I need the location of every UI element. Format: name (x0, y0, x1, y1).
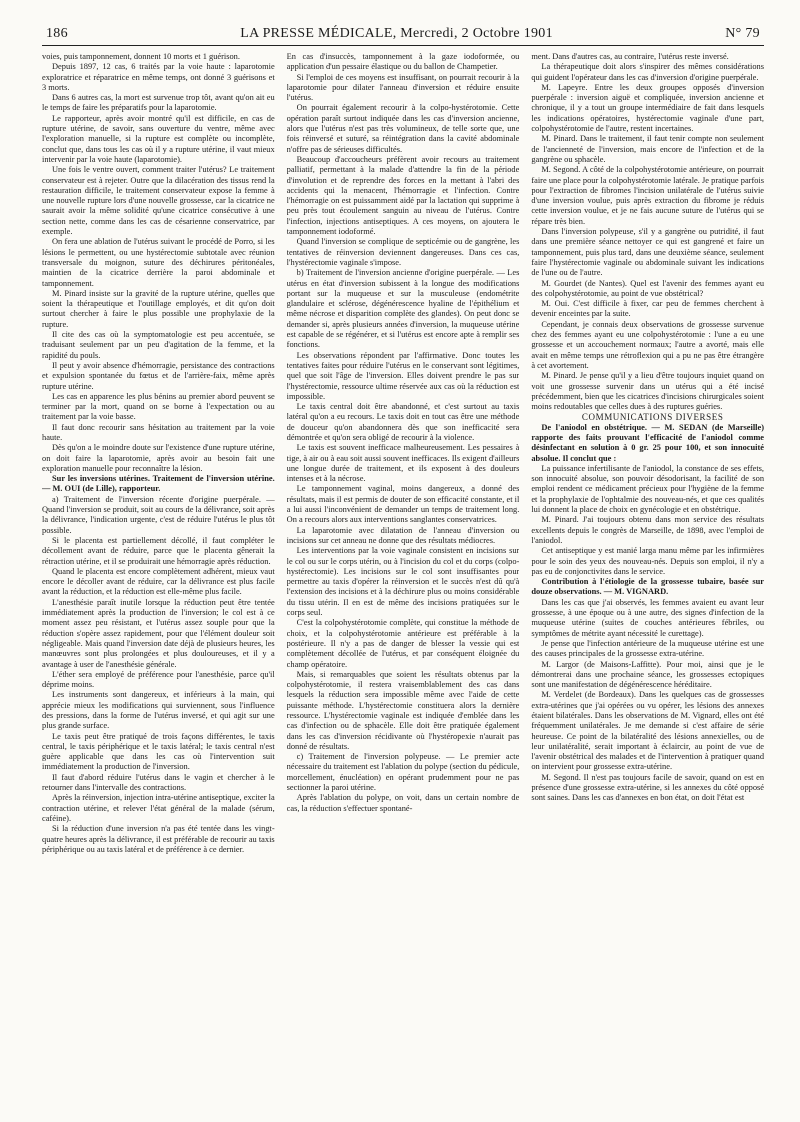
paragraph: M. Segond. Il n'est pas toujours facile de savoir, quand on est en présence d'une grossesse extra-utérine, si les annexes du côté opposé sont saines. Dans les cas d'annexes en bon état, on doit l'état est (531, 772, 765, 803)
paragraph: Le tamponnement vaginal, moins dangereux, a donné des résultats, mais il est permis de douter de son efficacité constante, et il a lui aussi l'inconvénient de demander un temps de traitement long. On a recours alors aux interventions sanglantes conservatrices. (286, 484, 520, 525)
text-column-right (531, 52, 764, 1122)
paragraph: Cet antiseptique y est manié larga manu même par les infirmières pour le soin des yeux des nouveau-nés. Depuis son emploi, il n'y a pas eu de conjonctivites dans le service. (531, 546, 765, 576)
paragraph: Cependant, je connais deux observations de grossesse survenue chez des femmes ayant eu une colpohystérotomie : l'une a eu une grossesse et un accouchement normaux; l'autre a avorté, mais elle avait en même temps une rétroflexion qui a pu ne pas être étrangère à cet avortement. (531, 319, 765, 370)
paragraph: Le taxis peut être pratiqué de trois façons différentes, le taxis central, le taxis périphérique et le taxis latéral; le taxis central n'est guère applicable que dans les cas où l'intervention suit immédiatement la production de l'inversion. (42, 731, 275, 772)
paragraph: Après l'ablation du polype, on voit, dans un certain nombre de cas, la réduction s'effectuer spontané- (286, 793, 520, 813)
paragraph: Le taxis central doit être abandonné, et c'est surtout au taxis latéral qu'on a eu recours. Le taxis doit en tout cas être une méthode de douceur qu'on abandonnera dès que son inefficacité sera démontrée et qu'on sera obligé de recourir à la violence. (286, 402, 520, 442)
paragraph: C'est la colpohystérotomie complète, qui constitue la méthode de choix, et la colpohystérotomie antérieure est préférable à la postérieure. Il n'y a pas de danger de blesser la vessie qui est complètement décollée de l'utérus, et par conséquent éloignée du champ opératoire. (286, 618, 520, 669)
paragraph: On pourrait également recourir à la colpo-hystérotomie. Cette opération paraît surtout indiquée dans les cas d'inversion ancienne, alors que l'utérus n'est pas très volumineux, de telle sorte que, une fois réinversé et suturé, sa réintégration dans la cavité abdominale n'offre pas de sérieuses difficultés. (286, 103, 520, 154)
paragraph: c) Traitement de l'inversion polypeuse. — Le premier acte nécessaire du traitement est l'ablation du polype (section du pédicule, morcellement, énucléation) en opérant prudemment pour ne pas sectionner la paroi utérine. (286, 752, 520, 793)
paragraph: M. Gourdet (de Nantes). Quel est l'avenir des femmes ayant eu des colpohystérotomie, au point de vue obstétrical? (531, 278, 765, 298)
issue-number: N° 79 (725, 26, 760, 41)
header-rule (42, 45, 764, 46)
paragraph: Les observations répondent par l'affirmative. Donc toutes les tentatives faites pour réduire l'utérus en le conservant sont légitimes, quel que soit l'âge de l'inversion. Elles doivent prendre le pas sur l'hystérectomie, ressource ultime réservée aux cas où la réduction est impossible. (286, 350, 520, 401)
paragraph: b) Traitement de l'inversion ancienne d'origine puerpérale. — Les utérus en état d'inversion subissent à la longue des modifications portant sur la muqueuse et sur la musculeuse (endométrite glandulaire et sclérose, dégénérescence hyaline de l'épithélium et même nécrose et disparition complète des glandes). On peut donc se demander si, après plusieurs années d'inversion, la muqueuse utérine est capable de se régénérer, et si l'utérus est encore apte à remplir ses fonctions. (286, 268, 520, 350)
paragraph: Mais, si remarquables que soient les résultats obtenus par la colpohystérotomie, il restera vraisemblablement des cas dans lesquels la réduction sera impossible même avec l'aide de cette puissante méthode. L'hystérectomie constituera alors la dernière ressource. L'hystérectomie vaginale est indiquée d'emblée dans les cas d'infection ou de sphacèle. Elle doit être pratiquée également dans les cas d'inversion récidivante où l'hystéropexie n'aurait pas donné de résultats. (286, 669, 520, 751)
paragraph: Une fois le ventre ouvert, comment traiter l'utérus? Le traitement conservateur est à rejeter. Outre que la dilacération des tissus rend la restauration difficile, le traitement conservateur expose la femme à une nouvelle rupture lors d'une nouvelle grossesse, car la cicatrice ne saurait avoir la même solidité qu'une cicatrice consécutive à une section nette, comme dans les cas de césarienne conservatrice, par exemple. (42, 165, 275, 237)
paragraph: Quand le placenta est encore complètement adhérent, mieux vaut encore le décoller avant de réduire, car la délivrance est plus facile avant la réduction, et la réduction est elle-même plus facile. (42, 566, 275, 597)
paragraph: Le rapporteur, après avoir montré qu'il est difficile, en cas de rupture utérine, de savoir, sans ouverture du ventre, même avec l'exploration manuelle, si la rupture est complète ou incomplète, conclut que, dans tous les cas où il y a rupture utérine, il vaut mieux intervenir par la voie haute (laparotomie). (42, 113, 275, 164)
paragraph: L'éther sera employé de préférence pour l'anesthésie, parce qu'il déprime moins. (42, 669, 275, 690)
paragraph: L'anesthésie paraît inutile lorsque la réduction peut être tentée immédiatement après la production de l'inversion; le col est à ce moment assez peu résistant, et l'utérus assez souple pour que la réduction s'opère assez rapidement, pour que l'élément douleur soit négligeable. Mais quand l'inversion date déjà de plusieurs heures, les manœuvres sont plus prolongées et plus douloureuses, et il y a avantage à user de l'anesthésie générale. (42, 597, 275, 669)
paragraph: Dans les cas que j'ai observés, les femmes avaient eu avant leur grossesse, à une époque ou à une autre, des signes d'infection de la muqueuse utérine (suites de couches antérieures fébriles, ou symptômes de métrite ayant nécessité le curettage). (531, 597, 765, 638)
paragraph: M. Pinard. Dans le traitement, il faut tenir compte non seulement de l'ancienneté de l'inversion, mais encore de l'infection et de la gangrène ou sphacèle. (531, 134, 765, 164)
text-columns (42, 52, 764, 1122)
paragraph: Il peut y avoir absence d'hémorragie, persistance des contractions et expulsion spontanée du fœtus et de l'arrière-faix, même après rupture utérine. (42, 360, 275, 391)
journal-title: LA PRESSE MÉDICALE, Mercredi, 2 Octobre 1901 (240, 26, 553, 41)
paragraph: M. Verdelet (de Bordeaux). Dans les quelques cas de grossesses extra-utérines que j'ai opérées ou vu opérer, les lésions des annexes étaient bilatérales. Dans les observations de M. Vignard, elles ont été fréquemment unilatérales. Je me demande si c'est affaire de série heureuse. Ce point de la bilatéralité des lésions annexielles, ou de leur unilatéralité, serait important à éclaircir, au point de vue de l'avenir obstétrical des malades et de l'intervention à pratiquer quand on intervient pour grossesse extra-utérine. (531, 690, 765, 772)
paragraph: Les instruments sont dangereux, et inférieurs à la main, qui apprécie mieux les modifications qui surviennent, sous l'influence des pressions, dans la forme de l'utérus inversé, et qui agit sur une plus grande surface. (42, 690, 275, 731)
paragraph: M. Pinard. J'ai toujours obtenu dans mon service des résultats excellents depuis le congrès de Marseille, de 1898, avec l'emploi de l'aniodol. (531, 515, 765, 545)
page-header (42, 26, 764, 45)
paragraph: Dans l'inversion polypeuse, s'il y a gangrène ou putridité, il faut dans une première séance nettoyer ce qui est gangrené et faire un tamponnement, puis plus tard, dans une deuxième séance, seulement faire l'hystérectomie vaginale ou abdominale suivant les indications de l'une ou de l'autre. (531, 227, 765, 278)
paragraph: M. Largor (de Maisons-Laffitte). Pour moi, ainsi que je le démontrerai dans une prochaine séance, les grossesses ectopiques sont une manifestation de dégénérescence héréditaire. (531, 659, 765, 690)
section-heading: COMMUNICATIONS DIVERSES (581, 412, 724, 423)
paragraph-continued: En cas d'insuccès, tamponnement à la gaze iodoformée, ou application d'un pessaire élastique ou du ballon de Champetier. (286, 52, 520, 72)
paragraph: M. Pinard insiste sur la gravité de la rupture utérine, quelles que soient la thérapeutique et l'outillage employés, et dit qu'on doit surtout chercher à faire le plus possible une prophylaxie de la rupture. (42, 288, 275, 329)
paragraph-lead: De l'aniodol en obstétrique. — M. SEDAN (de Marseille) rapporte des faits prouvant l'efficacité de l'aniodol comme désinfectant en solution à 0 gr. 25 pour 100, et son innocuité absolue. Il conclut que : (531, 422, 765, 463)
paragraph: Quand l'inversion se complique de septicémie ou de gangrène, les tentatives de réinversion deviennent dangereuses. Dans ces cas, l'hystérectomie vaginale s'impose. (286, 237, 520, 267)
paragraph-lead: Contribution à l'étiologie de la grossesse tubaire, basée sur douze observations. — M. VIGNARD. (531, 577, 765, 597)
paragraph: Si l'emploi de ces moyens est insuffisant, on pourrait recourir à la laparotomie pour dilater l'anneau d'inversion et réduire ensuite l'utérus. (286, 72, 520, 103)
paragraph: Le taxis est souvent inefficace malheureusement. Les pessaires à tige, à air ou à eau soit aussi souvent inefficaces. Ils exigent d'ailleurs une longue durée de traitement, et ils exposent à des douleurs intenses et à la nécrose. (286, 443, 520, 484)
paragraph-continued: voies, puis tamponnement, donnent 10 morts et 1 guérison. (42, 52, 240, 61)
paragraph: M. Lapeyre. Entre les deux groupes opposés d'inversion puerpérale : inversion aiguë et compliquée, inversion ancienne et chronique, il y a tout un groupe intermédiaire de fait dans lesquels les indications opératoires, hystérectomie vaginale d'une part, colpohystérotomie de l'autre, restent incertaines. (531, 82, 765, 134)
paragraph: Si le placenta est partiellement décollé, il faut compléter le décollement avant de réduire, parce que le placenta gênerait la rétraction utérine, et il se produirait une hémorragie après réduction. (42, 535, 275, 566)
paragraph: La laparotomie avec dilatation de l'anneau d'inversion ou incisions sur cet anneau ne donne que des résultats médiocres. (286, 525, 520, 545)
paragraph: Les cas en apparence les plus bénins au premier abord peuvent se terminer par la mort, quand on se borne à l'expectation ou au traitement par la voie basse. (42, 391, 275, 422)
paragraph: M. Oui. C'est difficile à fixer, car peu de femmes cherchent à devenir enceintes par la suite. (531, 299, 765, 319)
page-number: 186 (46, 26, 68, 41)
paragraph: M. Pinard. Je pense qu'il y a lieu d'être toujours inquiet quand on voit une grossesse survenir dans un utérus qui a été incisé précédemment, bien que les cicatrices d'incisions chirurgicales soient moins redoutables que celles dues à des ruptures guéries. (531, 371, 765, 412)
paragraph: Si la réduction d'une inversion n'a pas été tentée dans les vingt-quatre heures après la délivrance, il est préférable de recourir au taxis périphérique ou au taxis latéral et de préférence à ce dernier. (42, 824, 275, 854)
paragraph: La puissance infertilisante de l'aniodol, la constance de ses effets, son innocuité absolue, son pouvoir désodorisant, la facilité de son emploi rendent ce médicament précieux pour l'hygiène de la femme et la prophylaxie de l'ophtalmie des nouveau-nés, et que ces qualités lui donnent la place de choix en gynécologie et en obstétrique. (531, 463, 765, 515)
text-column-left (42, 52, 275, 1122)
paragraph: a) Traitement de l'inversion récente d'origine puerpérale. — Quand l'inversion se produit, soit au cours de la délivrance, soit après la délivrance, l'indication urgente, c'est de réduire l'utérus le plus tôt possible. (42, 494, 275, 535)
paragraph-continued: ment. Dans d'autres cas, au contraire, l'utérus reste inversé. (531, 52, 729, 61)
paragraph: Dans 6 autres cas, la mort est survenue trop tôt, avant qu'on ait eu le temps de faire les préparatifs pour la laparotomie. (42, 93, 275, 113)
paragraph: Après la réinversion, injection intra-utérine antiseptique, exciter la contraction utérine, et relever l'état général de la malade (sérum, caféine). (42, 793, 275, 823)
paragraph: M. Segond. A côté de la colpohystérotomie antérieure, on pourrait faire une place pour la colpohystérotomie latérale. Je pratique parfois pour l'extraction de fibromes l'incision unilatérale de l'utérus suivie d'une inversion voulue, puis après extraction du fibrome je réduis cette inversion voulue, et je ne fais aucune suture de l'utérus qui se répare très bien. (531, 165, 765, 226)
paragraph: Dès qu'on a le moindre doute sur l'existence d'une rupture utérine, on doit faire la laparotomie, après avoir au besoin fait une exploration manuelle pour reconnaître la lésion. (42, 443, 275, 473)
paragraph: Beaucoup d'accoucheurs préfèrent avoir recours au traitement palliatif, permettant à la malade d'attendre la fin de la période d'involution et de reprendre des forces en la mettant à l'abri des accidents qui la menacent, l'hémorragie et l'infection. Contre l'hémorragie on est puissamment aidé par la lactation qui supprime à peu près tout écoulement sanguin au niveau de l'utérus. Contre l'infection, injections antiseptiques. A ces moyens, on ajoutera le tamponnement iodoformé. (286, 154, 520, 237)
paragraph: Il faut donc recourir sans hésitation au traitement par la voie haute. (42, 422, 275, 442)
paragraph: Il cite des cas où la symptomatologie est peu accentuée, se traduisant seulement par un peu d'agitation de la femme, et la rapidité du pouls. (42, 330, 275, 360)
text-column-middle (287, 52, 520, 1122)
paragraph: Je pense que l'infection antérieure de la muqueuse utérine est une des causes principales de la grossesse extra-utérine. (531, 638, 765, 659)
paragraph: On fera une ablation de l'utérus suivant le procédé de Porro, si les lésions le permettent, ou une hystérectomie subtotale avec réunion transversale du moignon, suture des déchirures péritonéales, maintien de la cicatrice derrière la paroi abdominale et tamponnement. (42, 237, 275, 288)
paragraph: La thérapeutique doit alors s'inspirer des mêmes considérations qui guident l'opérateur dans les cas d'inversion d'origine puerpérale. (531, 62, 765, 82)
paragraph: Il faut d'abord réduire l'utérus dans le vagin et chercher à le retourner dans l'intervalle des contractions. (42, 772, 275, 793)
paragraph: Depuis 1897, 12 cas, 6 traités par la voie haute : laparotomie exploratrice et réparatrice en même temps, ont donné 3 guérisons et 3 morts. (42, 62, 275, 92)
paragraph: Les interventions par la voie vaginale consistent en incisions sur le col ou sur le corps utérin, ou à l'incision du col et du corps (colpo-hystérectomie). Les incisions sur le col sont insuffisantes pour permettre au taxis d'opérer la réinversion et le succès n'est dû qu'à l'extension des incisions et à la déchirure plus ou moins considérable du tissu utérin. Il en est de même des incisions pratiquées sur le corps seul. (286, 546, 520, 618)
paragraph-lead: Sur les inversions utérines. Traitement de l'inversion utérine. — M. OUI (de Lille), rapporteur. (42, 474, 275, 494)
